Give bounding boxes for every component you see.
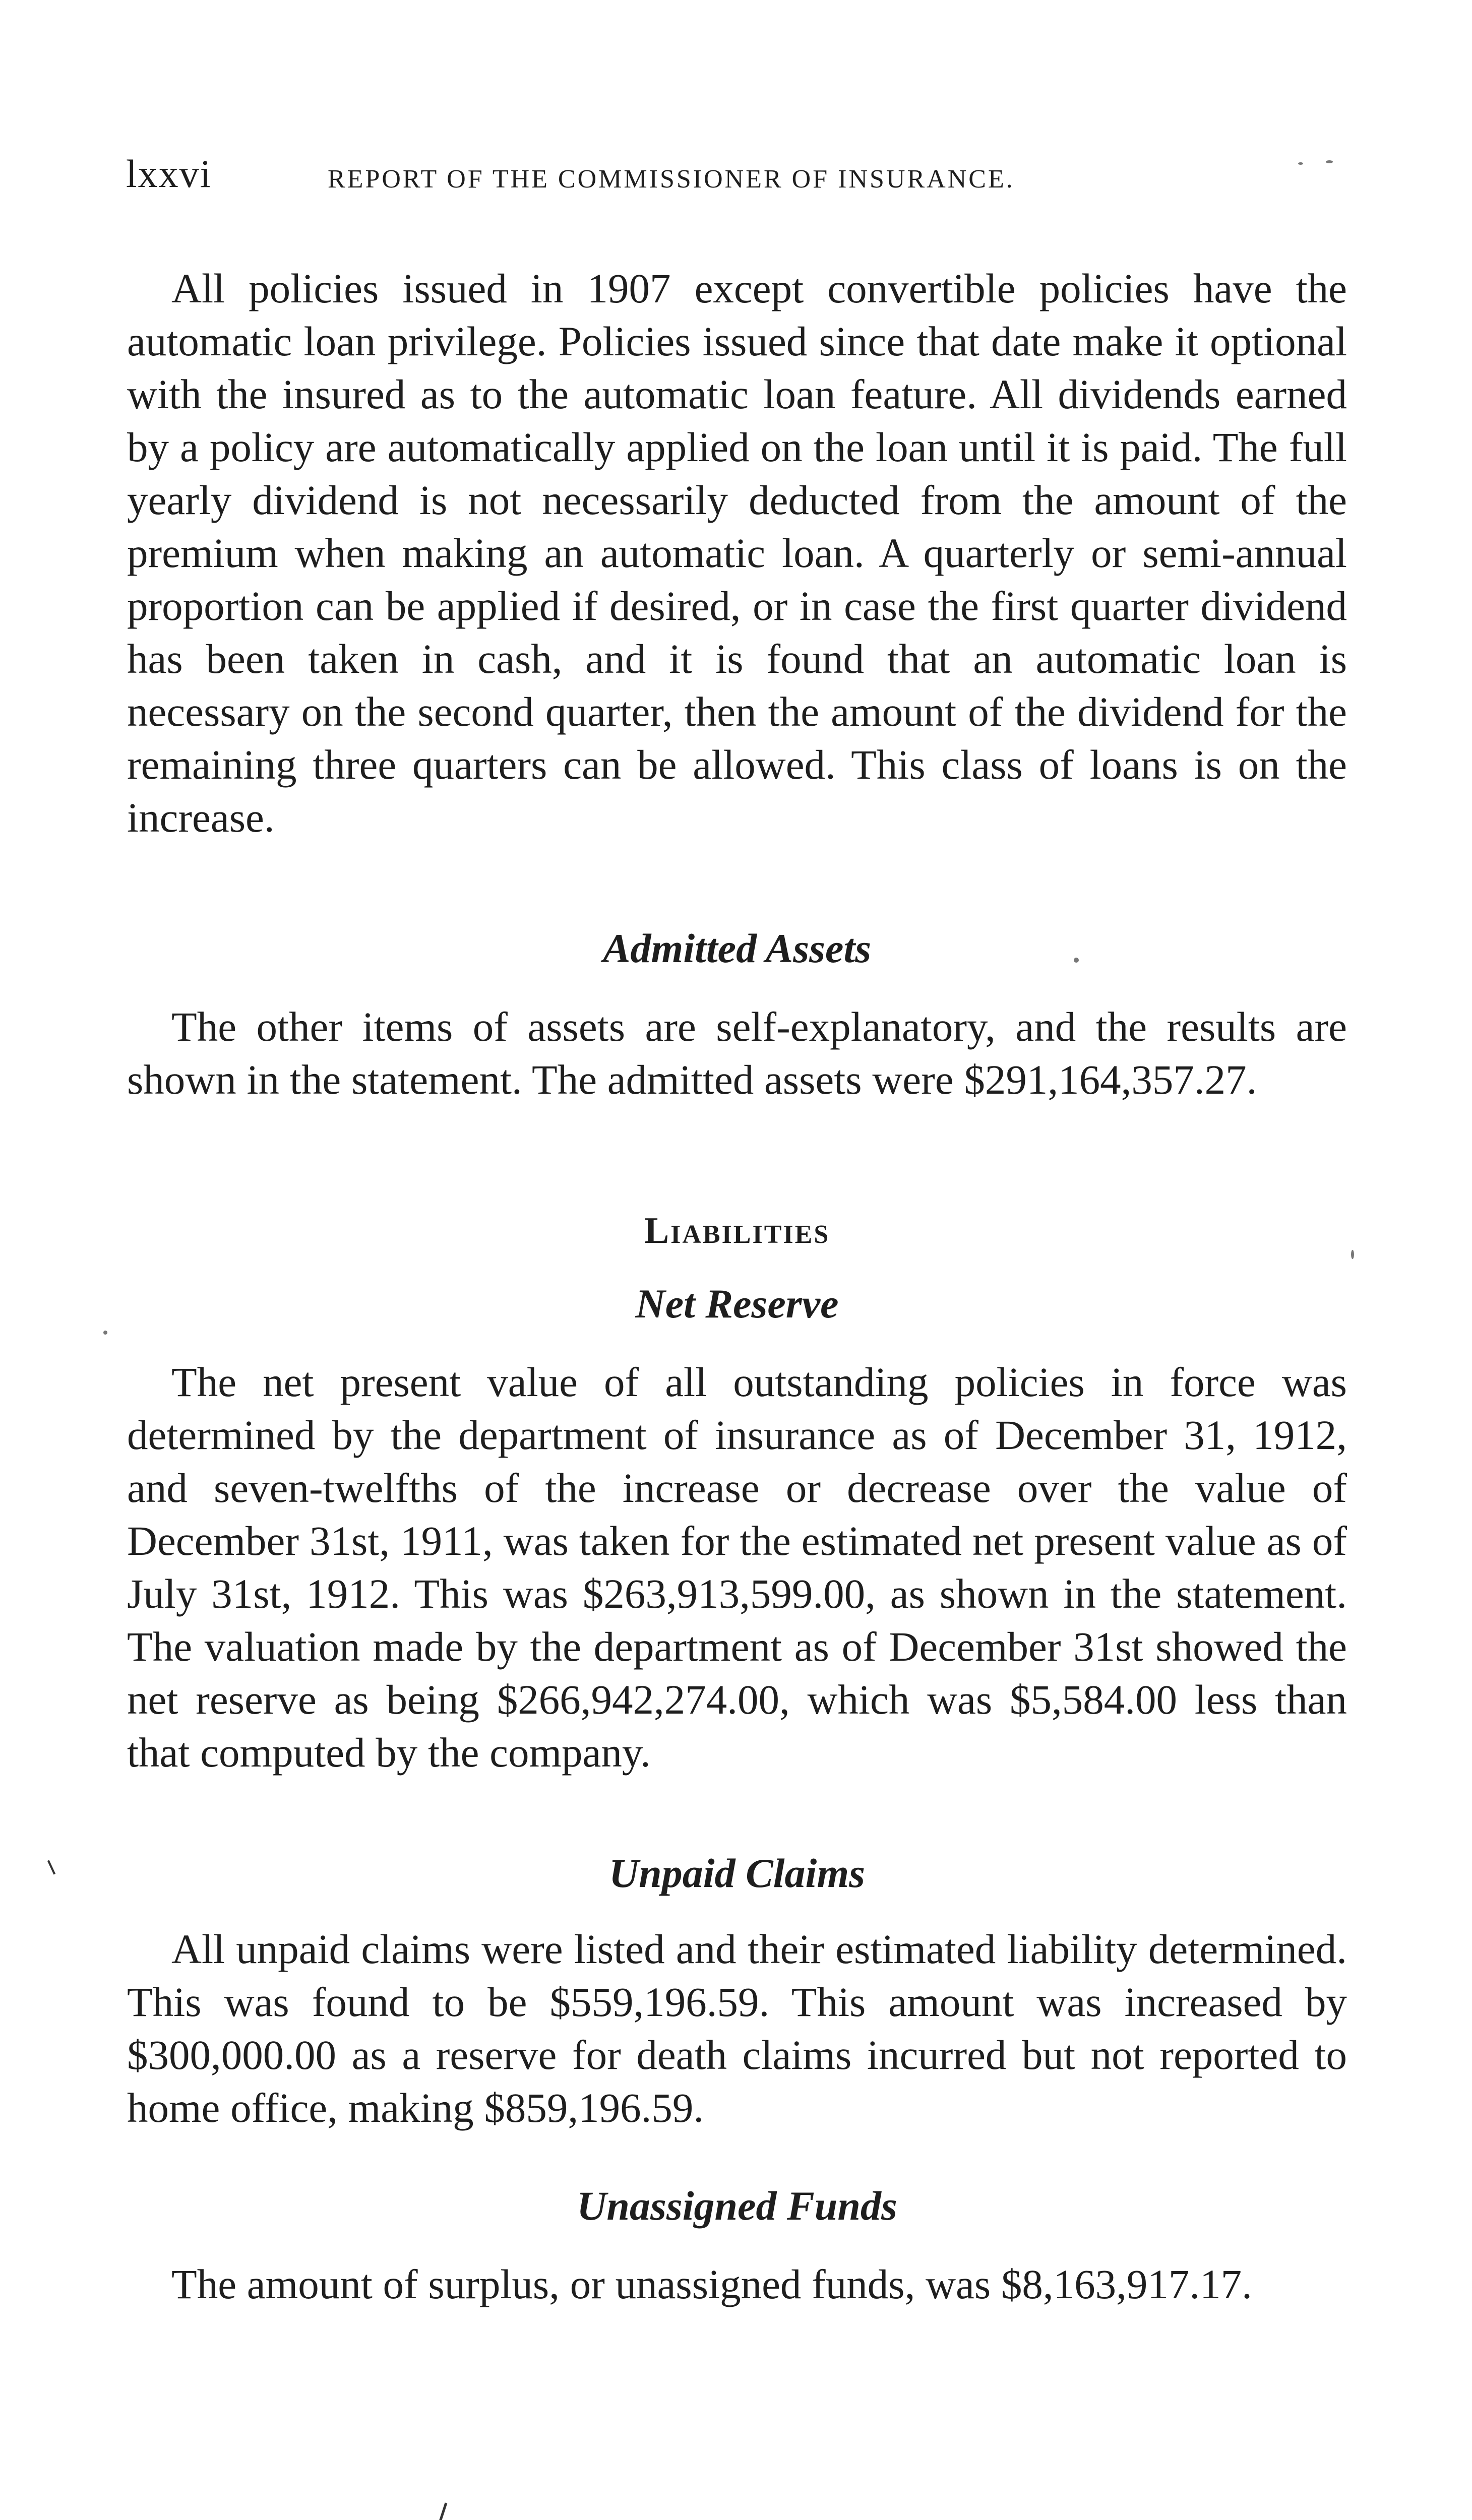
scan-speck — [103, 1331, 107, 1335]
unpaid-claims-heading: Unpaid Claims — [608, 1850, 866, 1896]
unpaid-claims-paragraph: All unpaid claims were listed and their estimated liability determined. This was found to be $559,196.59. This amount was increased by $300,000.00 as a reserve for death claims incurred but not reported to home office, making $859,196.59. — [127, 1926, 1347, 2131]
running-head: REPORT OF THE COMMISSIONER OF INSURANCE. — [328, 165, 1015, 194]
liabilities-heading: Liabilities — [644, 1210, 830, 1251]
scan-mark — [47, 1860, 55, 1875]
scan-mark — [438, 2502, 448, 2520]
net-reserve-paragraph: The net present value of all outstanding policies in force was determined by the department of insurance as of December 31, 1912, and seven-twelfths of the increase or decrease over the value of December 31st, 1911, was taken for the estimated net present value as of July 31st, 1912. This was $263,913,599.00, as shown in the statement. The valuation made by the department as of December 31st showed the net reserve as being $266,942,274.00, which was $5,584.00 less than that computed by the company. — [127, 1359, 1347, 1776]
net-reserve-heading: Net Reserve — [635, 1281, 839, 1327]
scan-speck — [1074, 958, 1079, 963]
admitted-assets-paragraph: The other items of assets are self-explanatory, and the results are shown in the statement. The admitted assets were $291,164,357.27. — [127, 1003, 1347, 1103]
scan-speck — [1351, 1250, 1354, 1259]
scan-speck — [1326, 160, 1333, 163]
unassigned-funds-heading: Unassigned Funds — [577, 2183, 897, 2229]
admitted-assets-heading: Admitted Assets — [602, 925, 872, 971]
unassigned-funds-paragraph: The amount of surplus, or unassigned funds, was $8,163,917.17. — [171, 2261, 1252, 2307]
scan-speck — [1298, 162, 1303, 165]
page-header — [126, 151, 1346, 212]
page-number: lxxvi — [126, 152, 212, 196]
intro-paragraph: All policies issued in 1907 except convertible policies have the automatic loan privilege. Policies issued since that date make it optional with the insured as to the automatic loan feature. All dividends earned by a policy are automatically applied on the loan until it is paid. The full yearly dividend is not necessarily deducted from the amount of the premium when making an automatic loan. A quarterly or semi-annual proportion can be applied if desired, or in case the first quarter dividend has been taken in cash, and it is found that an automatic loan is necessary on the second quarter, then the amount of the dividend for the remaining three quarters can be allowed. This class of loans is on the increase. — [127, 265, 1347, 841]
